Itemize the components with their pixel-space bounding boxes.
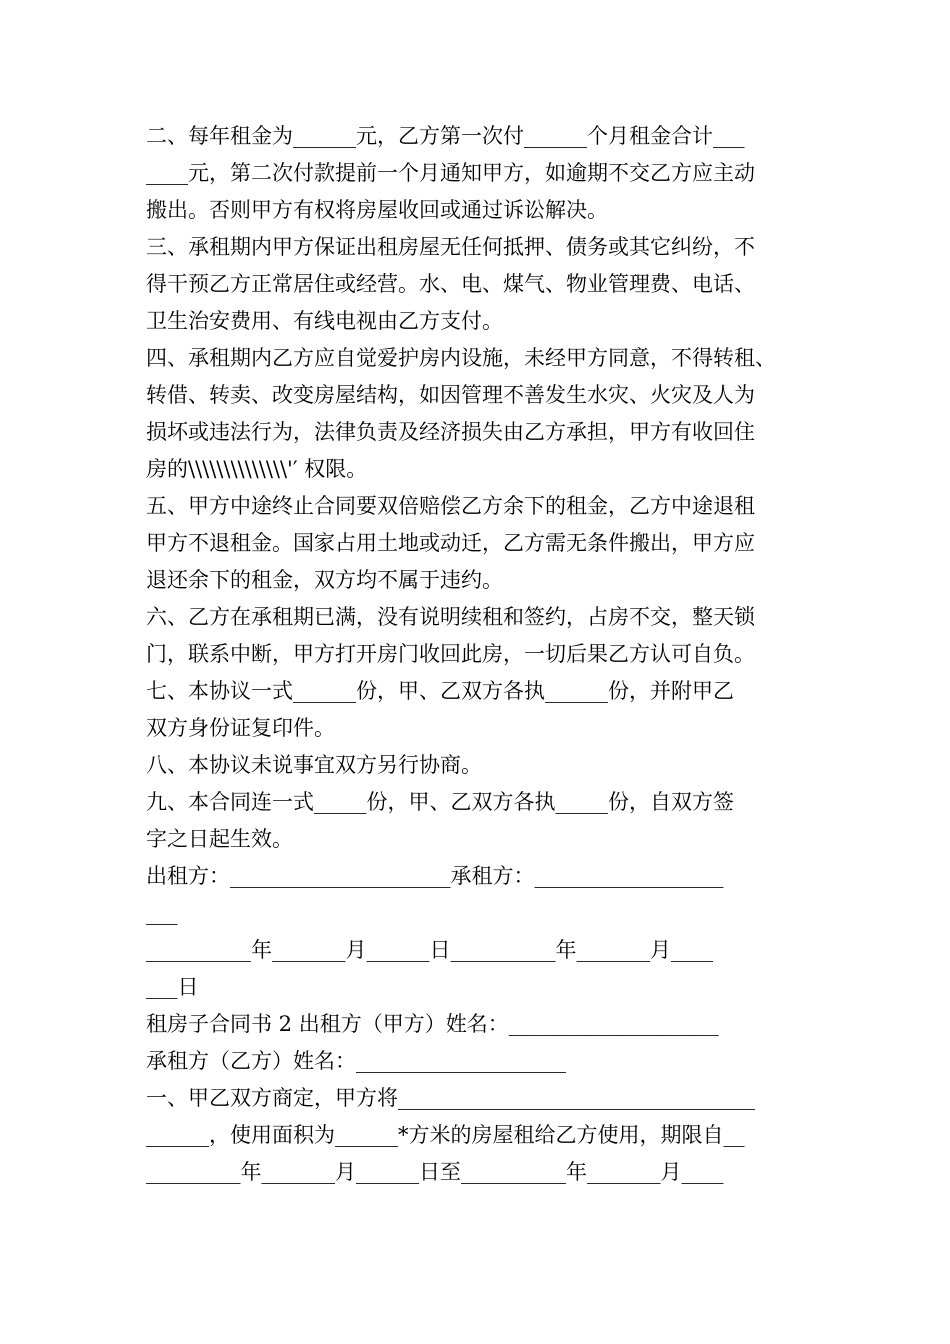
text-line: 得干预乙方正常居住或经营。水、电、煤气、物业管理费、电话、: [146, 272, 755, 296]
text-line: ___日: [146, 975, 199, 999]
text-line: ______，使用面积为______*方米的房屋租给乙方使用，期限自__: [146, 1123, 745, 1147]
text-line: 门，联系中断，甲方打开房门收回此房，一切后果乙方认可自负。: [146, 642, 755, 666]
text-line: 搬出。否则甲方有权将房屋收回或通过诉讼解决。: [146, 198, 608, 222]
text-line: 八、本协议未说事宜双方另行协商。: [146, 753, 482, 777]
text-line: 七、本协议一式______份，甲、乙双方各执______份，并附甲乙: [146, 679, 734, 703]
text-line: 字之日起生效。: [146, 827, 293, 851]
text-line: 承租方（乙方）姓名：____________________: [146, 1049, 566, 1073]
text-line: 损坏或违法行为，法律负责及经济损失由乙方承担，甲方有收回住: [146, 420, 755, 444]
text-line: ____元，第二次付款提前一个月通知甲方，如逾期不交乙方应主动: [146, 161, 755, 185]
text-line: ___: [146, 901, 178, 925]
text-line: _________年_______月______日至__________年_______月____: [146, 1160, 724, 1184]
text-line: 五、甲方中途终止合同要双倍赔偿乙方余下的租金，乙方中途退租: [146, 494, 755, 518]
text-line: 九、本合同连一式_____份，甲、乙双方各执_____份，自双方签: [146, 790, 734, 814]
text-line: 卫生治安费用、有线电视由乙方支付。: [146, 309, 503, 333]
text-line: 退还余下的租金，双方均不属于违约。: [146, 568, 503, 592]
text-line: 租房子合同书 2 出租方（甲方）姓名：____________________: [146, 1012, 719, 1036]
text-line: 一、甲乙双方商定，甲方将__________________________________: [146, 1086, 755, 1110]
text-line: __________年_______月______日__________年_______月____: [146, 938, 713, 962]
text-line: 三、承租期内甲方保证出租房屋无任何抵押、债务或其它纠纷，不: [146, 235, 755, 259]
document-page: [146, 118, 810, 1191]
text-line: 双方身份证复印件。: [146, 716, 335, 740]
text-line: 四、承租期内乙方应自觉爱护房内设施，未经甲方同意，不得转租、: [146, 346, 776, 370]
text-line: 二、每年租金为______元，乙方第一次付______个月租金合计___: [146, 124, 745, 148]
text-line: 转借、转卖、改变房屋结构，如因管理不善发生水灾、火灾及人为: [146, 383, 755, 407]
text-line: 六、乙方在承租期已满，没有说明续租和签约，占房不交，整天锁: [146, 605, 755, 629]
text-line: 出租方：_____________________承租方：__________________: [146, 864, 724, 888]
text-line: 房的\\\\\\\\\\\\\\'′ 权限。: [146, 457, 368, 481]
text-line: 甲方不退租金。国家占用土地或动迁，乙方需无条件搬出，甲方应: [146, 531, 755, 555]
